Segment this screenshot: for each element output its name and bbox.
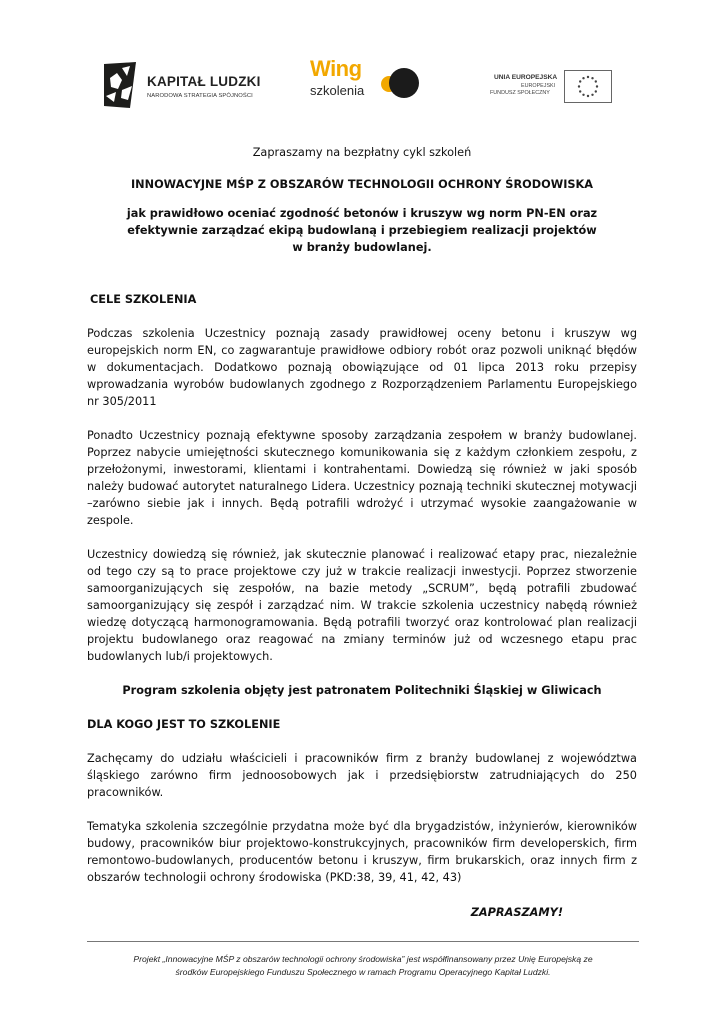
eu-logo-line1: UNIA EUROPEJSKA: [494, 74, 558, 81]
invitation-line: Zapraszamy na bezpłatny cykl szkoleń: [252, 146, 472, 159]
goals-paragraph-3: Uczestnicy dowiedzą się również, jak skutecznie planować i realizować etapy prac, niezależnie od tego czy są to prace projektowe czy już w trakcie realizacji inwestycji. Poprzez stworzenie samoorganizujących się zespołów, na bazie metody „SCRUM”, będą potrafili zbudować samoorganizujący się zespół i zarządzać nim. W trakcie szkolenia uczestnicy nabędą również wiedzę dotyczącą harmonogramowania. Będą potrafili tworzyć oraz kontrolować plan realizacji projektu budowlanego oraz reagować na zmiany terminów już od wczesnego etapu prac budowlanych lub/i projektowych.: [87, 548, 637, 663]
training-subtitle: [87, 205, 637, 256]
kapital-ludzki-title: KAPITAŁ LUDZKI: [147, 74, 261, 89]
footer-line-1: Projekt „Innowacyjne MŚP z obszarów technologii ochrony środowiska” jest współfinansowany przez Unię Europejską ze: [133, 954, 593, 964]
closing-invitation: ZAPRASZAMY!: [470, 906, 563, 919]
goals-heading: CELE SZKOLENIA: [90, 293, 197, 306]
eu-logo-line3: FUNDUSZ SPOŁECZNY: [490, 90, 550, 96]
kapital-ludzki-subtitle: NARODOWA STRATEGIA SPÓJNOŚCI: [147, 93, 253, 99]
footer-note: [87, 953, 639, 979]
eu-flag: [564, 70, 612, 103]
wing-logo-subtitle: szkolenia: [310, 83, 365, 98]
kapital-ludzki-logo: [100, 56, 270, 112]
footer-line-2: środków Europejskiego Funduszu Społecznego w ramach Programu Operacyjnego Kapitał Ludzki.: [175, 967, 551, 977]
wing-logo-title: Wing: [310, 56, 362, 81]
footer-divider: [87, 941, 639, 942]
goals-paragraph-2: Ponadto Uczestnicy poznają efektywne sposoby zarządzania zespołem w branży budowlanej. Poprzez nabycie umiejętności skutecznego komunikowania się z każdym członkiem zespołu, z przełożonymi, inwestorami, klientami i kontrahentami. Dowiedzą się również w jaki sposób należy budować autorytet naturalnego Lidera. Uczestnicy poznają techniki skutecznej motywacji –zarówno siebie jak i innych. Będą potrafili wdrożyć i utrzymać wysokie zaangażowanie w zespole.: [87, 429, 637, 527]
training-subtitle-line: efektywnie zarządzać ekipą budowlaną i przebiegiem realizacji projektów: [127, 224, 597, 237]
eu-stars-icon: [565, 71, 611, 102]
kapital-ludzki-emblem-icon: [100, 56, 140, 112]
document-body: [87, 144, 637, 921]
audience-paragraph-2: Tematyka szkolenia szczególnie przydatna może być dla brygadzistów, inżynierów, kierowników budowy, pracowników biur projektowo-konstrukcyjnych, pracowników firm developerskich, firm remontowo-budowlanych, producentów betonu i kruszyw, firm brukarskich, oraz innych firm z obszarów technologii ochrony środowiska (PKD:38, 39, 41, 42, 43): [87, 820, 637, 884]
eu-logo-line2: EUROPEJSKI: [521, 83, 556, 89]
wing-szkolenia-logo: [308, 56, 420, 110]
eu-logo: [484, 66, 624, 106]
training-subtitle-line: jak prawidłowo oceniać zgodność betonów i kruszyw wg norm PN-EN oraz: [126, 207, 598, 220]
wing-circle-icon: [380, 64, 422, 104]
audience-heading: DLA KOGO JEST TO SZKOLENIE: [87, 718, 281, 731]
patronage-note: Program szkolenia objęty jest patronatem Politechniki Śląskiej w Gliwicach: [122, 684, 602, 697]
training-subtitle-line: w branży budowlanej.: [292, 241, 432, 254]
training-title: INNOWACYJNE MŚP Z OBSZARÓW TECHNOLOGII OCHRONY ŚRODOWISKA: [130, 178, 594, 191]
goals-paragraph-1: Podczas szkolenia Uczestnicy poznają zasady prawidłowej oceny betonu i kruszyw wg europejskich norm EN, co zagwarantuje prawidłowe odbiory robót oraz pozwoli uniknąć błędów w dokumentacjach. Dodatkowo poznają obowiązujące od 01 lipca 2013 roku przepisy wprowadzania wyrobów budowlanych zgodnego z Rozporządzeniem Parlamentu Europejskiego nr 305/2011: [87, 327, 637, 408]
audience-paragraph-1: Zachęcamy do udziału właścicieli i pracowników firm z branży budowlanej z województwa śląskiego zarówno firm jednoosobowych jak i przedsiębiorstw zatrudniających do 250 pracowników.: [87, 752, 637, 799]
logo-bar: [0, 52, 724, 114]
